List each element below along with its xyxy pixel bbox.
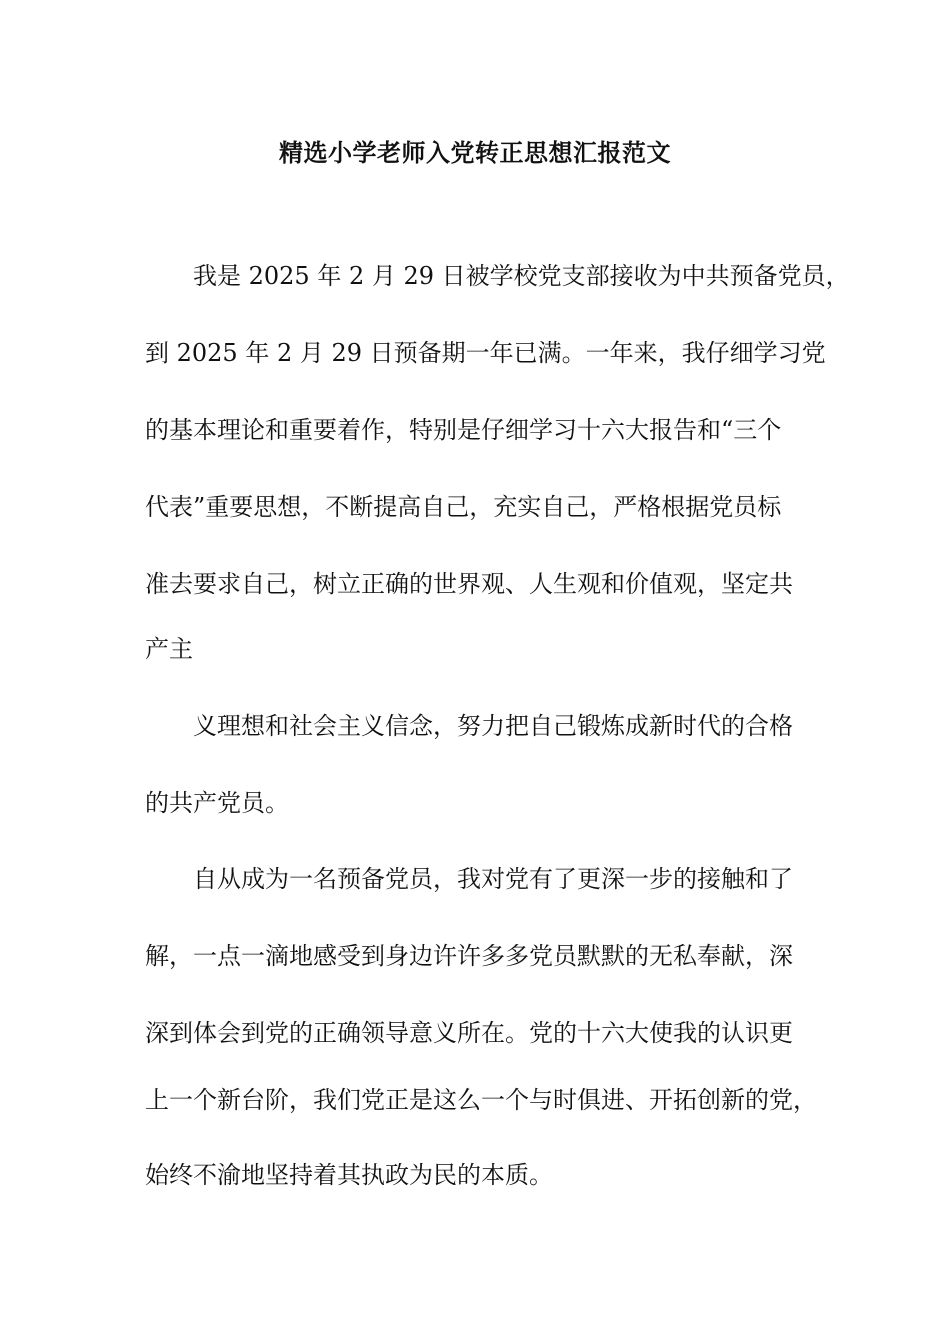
paragraph-line: 我是 2025 年 2 月 29 日被学校党支部接收为中共预备党员， xyxy=(193,262,850,290)
paragraph-line: 准去要求自己，树立正确的世界观、人生观和价值观，坚定共 xyxy=(145,570,793,598)
paragraph-line: 深到体会到党的正确领导意义所在。党的十六大使我的认识更 xyxy=(145,1019,793,1047)
paragraph-line: 的基本理论和重要着作，特别是仔细学习十六大报告和“三个 xyxy=(145,416,782,444)
document-title: 精选小学老师入党转正思想汇报范文 xyxy=(279,139,671,167)
paragraph-line: 义理想和社会主义信念，努力把自己锻炼成新时代的合格 xyxy=(193,712,793,740)
paragraph-line: 到 2025 年 2 月 29 日预备期一年已满。一年来，我仔细学习党 xyxy=(145,339,826,367)
paragraph-line: 自从成为一名预备党员，我对党有了更深一步的接触和了 xyxy=(193,865,793,893)
paragraph-line: 上一个新台阶，我们党正是这么一个与时俱进、开拓创新的党， xyxy=(145,1086,817,1114)
paragraph-line: 解，一点一滴地感受到身边许许多多党员默默的无私奉献，深 xyxy=(145,942,793,970)
paragraph-line: 始终不渝地坚持着其执政为民的本质。 xyxy=(145,1161,553,1189)
paragraph-line: 代表”重要思想，不断提高自己，充实自己，严格根据党员标 xyxy=(145,493,782,521)
paragraph-line: 产主 xyxy=(145,635,193,663)
paragraph-line: 的共产党员。 xyxy=(145,789,289,817)
